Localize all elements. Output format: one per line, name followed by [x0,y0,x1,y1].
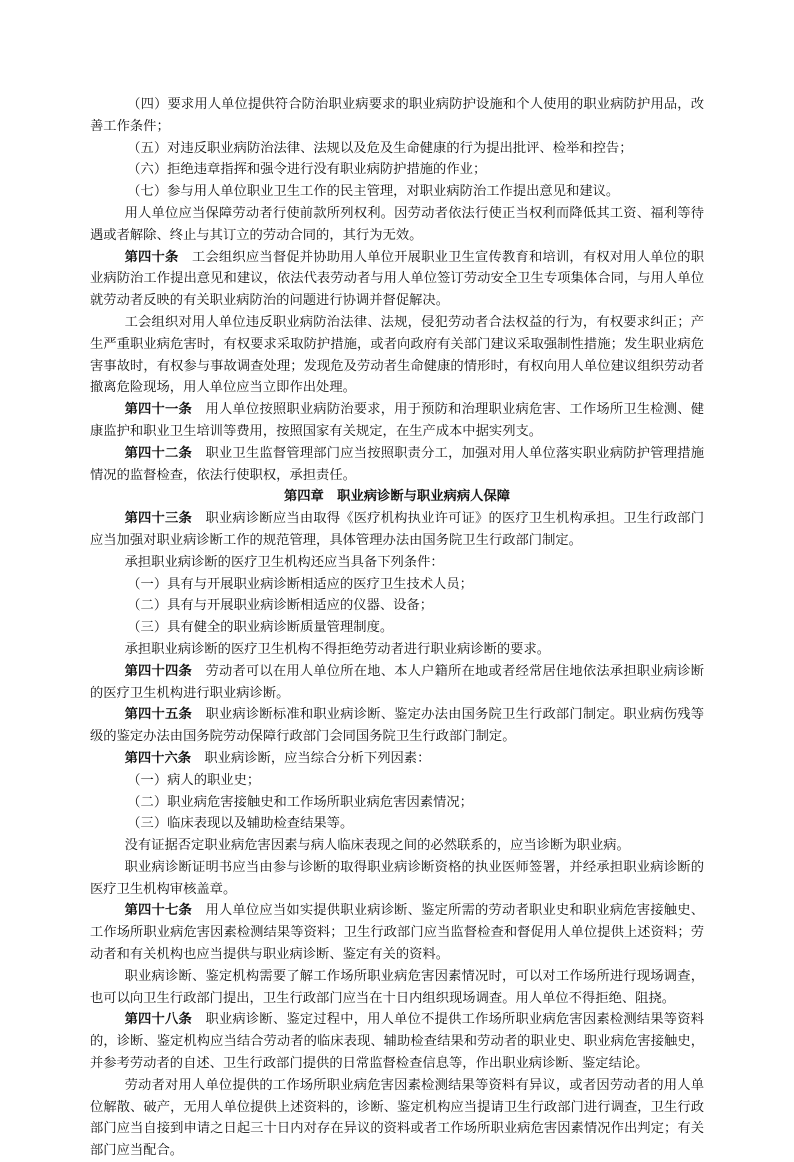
paragraph-text: （三）临床表现以及辅助检查结果等。 [127,816,354,832]
list-item [90,94,704,138]
paragraph-text: （四）要求用人单位提供符合防治职业病要求的职业病防护设施和个人使用的职业病防护用品，改善工作条件； [90,97,704,134]
article-48 [90,1009,704,1074]
paragraph-text: 承担职业病诊断的医疗卫生机构不得拒绝劳动者进行职业病诊断的要求。 [124,641,551,657]
chapter-heading: 第四章 职业病诊断与职业病病人保障 [283,489,511,505]
list-item [90,792,704,814]
paragraph-text: （六）拒绝违章指挥和强令进行没有职业病防护措施的作业； [127,162,487,178]
list-item [90,138,704,160]
list-item [90,574,704,596]
list-item [90,770,704,792]
paragraph-text: 工会组织应当督促并协助用人单位开展职业卫生宣传教育和培训，有权对用人单位的职业病防治工作提出意见和建议，依法代表劳动者与用人单位签订劳动安全卫生专项集体合同，与用人单位就劳动者反映的有关职业病防治的问题进行协调并督促解决。 [90,249,705,309]
paragraph [90,312,704,399]
paragraph [90,857,704,901]
article-number: 第四十五条 [124,707,192,723]
paragraph-text: 职业病诊断、鉴定机构需要了解工作场所职业病危害因素情况时，可以对工作场所进行现场调查，也可以向卫生行政部门提出，卫生行政部门应当在十日内组织现场调查。用人单位不得拒绝、阻挠。 [90,968,704,1006]
article-number: 第四十四条 [124,663,192,679]
paragraph-text: （一）具有与开展职业病诊断相适应的医疗卫生技术人员； [127,576,473,592]
list-item [90,813,704,835]
paragraph-text: 用人单位按照职业病防治要求，用于预防和治理职业病危害、工作场所卫生检测、健康监护和职业卫生培训等费用，按照国家有关规定，在生产成本中据实列支。 [90,402,705,439]
article-number: 第四十二条 [124,445,192,461]
article-43 [90,508,704,552]
paragraph [90,552,704,574]
list-item [90,181,704,203]
paragraph [90,835,704,857]
article-45 [90,704,704,748]
paragraph-text: （二）具有与开展职业病诊断相适应的仪器、设备； [127,598,434,614]
paragraph-text: 没有证据否定职业病危害因素与病人临床表现之间的必然联系的，应当诊断为职业病。 [124,838,630,854]
paragraph-text: 职业病诊断、鉴定过程中，用人单位不提供工作场所职业病危害因素检测结果等资料的，诊断、鉴定机构应当结合劳动者的临床表现、辅助检查结果和劳动者的职业史、职业病危害接触史，并参考劳动者的自述、卫生行政部门提供的日常监督检查信息等，作出职业病诊断、鉴定结论。 [90,1012,705,1072]
paragraph-text: 劳动者可以在用人单位所在地、本人户籍所在地或者经常居住地依法承担职业病诊断的医疗卫生机构进行职业病诊断。 [90,663,705,701]
article-number: 第四十条 [124,249,179,265]
article-47 [90,900,704,965]
article-46 [90,748,704,770]
article-44 [90,661,704,705]
paragraph-text: （五）对违反职业病防治法律、法规以及危及生命健康的行为提出批评、检举和控告； [127,140,633,156]
list-item [90,595,704,617]
paragraph-text: 职业病诊断应当由取得《医疗机构执业许可证》的医疗卫生机构承担。卫生行政部门应当加强对职业病诊断工作的规范管理，具体管理办法由国务院卫生行政部门制定。 [90,511,705,548]
article-number: 第四十三条 [124,511,192,527]
paragraph [90,966,704,1010]
paragraph-text: 用人单位应当如实提供职业病诊断、鉴定所需的劳动者职业史和职业病危害接触史、工作场所职业病危害因素检测结果等资料；卫生行政部门应当监督检查和督促用人单位提供上述资料；劳动者和有关机构也应当提供与职业病诊断、鉴定有关的资料。 [90,903,705,963]
paragraph-text: （三）具有健全的职业病诊断质量管理制度。 [127,620,394,636]
article-number: 第四十六条 [124,750,192,766]
paragraph-text: 职业病诊断，应当综合分析下列因素： [191,750,431,766]
article-41 [90,399,704,443]
paragraph-text: 职业卫生监督管理部门应当按照职责分工，加强对用人单位落实职业病防护管理措施情况的监督检查，依法行使职权，承担责任。 [90,445,705,483]
list-item [90,159,704,181]
article-40 [90,247,704,312]
paragraph-text: 用人单位应当保障劳动者行使前款所列权利。因劳动者依法行使正当权利而降低其工资、福利等待遇或者解除、终止与其订立的劳动合同的，其行为无效。 [90,205,704,243]
list-item [90,617,704,639]
paragraph [90,203,704,247]
paragraph-text: 劳动者对用人单位提供的工作场所职业病危害因素检测结果等资料有异议，或者因劳动者的用人单位解散、破产，无用人单位提供上述资料的，诊断、鉴定机构应当提请卫生行政部门进行调查，卫生行政部门应当自接到申请之日起三十日内对存在异议的资料或者工作场所职业病危害因素情况作出判定；有关部门应当配合。 [90,1077,704,1159]
paragraph-text: 承担职业病诊断的医疗卫生机构还应当具备下列条件： [124,554,444,570]
article-number: 第四十八条 [124,1012,192,1028]
article-number: 第四十七条 [124,903,192,919]
paragraph-text: （二）职业病危害接触史和工作场所职业病危害因素情况； [127,794,473,810]
paragraph-text: （一）病人的职业史； [127,772,261,788]
article-42 [90,443,704,487]
paragraph-text: 职业病诊断标准和职业病诊断、鉴定办法由国务院卫生行政部门制定。职业病伤残等级的鉴定办法由国务院劳动保障行政部门会同国务院卫生行政部门制定。 [90,707,705,745]
paragraph-text: （七）参与用人单位职业卫生工作的民主管理，对职业病防治工作提出意见和建议。 [127,184,620,200]
paragraph-text: 职业病诊断证明书应当由参与诊断的取得职业病诊断资格的执业医师签署，并经承担职业病诊断的医疗卫生机构审核盖章。 [90,859,704,897]
paragraph [90,1075,704,1162]
paragraph [90,639,704,661]
article-number: 第四十一条 [124,402,192,418]
paragraph-text: 工会组织对用人单位违反职业病防治法律、法规，侵犯劳动者合法权益的行为，有权要求纠正；产生严重职业病危害时，有权要求采取防护措施，或者向政府有关部门建议采取强制性措施；发生职业病危害事故时，有权参与事故调查处理；发现危及劳动者生命健康的情形时，有权向用人单位建议组织劳动者撤离危险现场，用人单位应当立即作出处理。 [90,314,704,396]
